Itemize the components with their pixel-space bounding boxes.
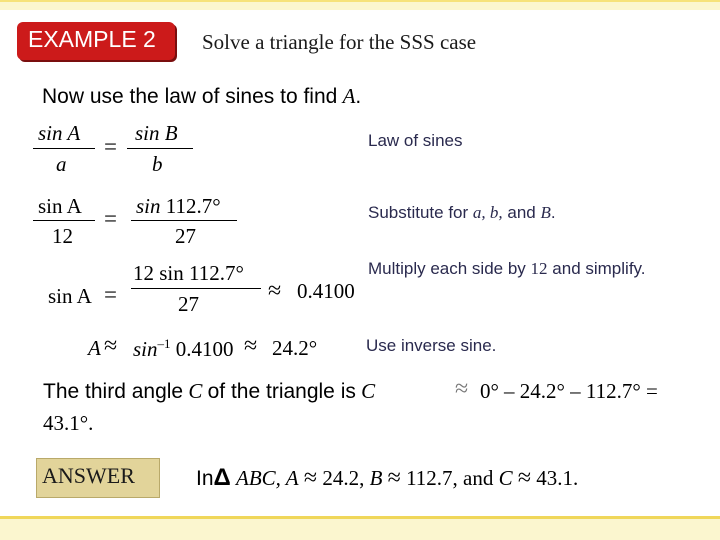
step2-lhs-denominator: 12 bbox=[52, 224, 73, 248]
step3-note-pre: Multiply each side by bbox=[368, 259, 526, 278]
answer-statement bbox=[196, 464, 578, 492]
answer-tri: ABC, A bbox=[236, 466, 299, 490]
step2-note-pre: Substitute for bbox=[368, 203, 469, 222]
step4-var: A bbox=[88, 336, 101, 360]
step3-note-num: 12 bbox=[530, 259, 548, 278]
step3-result: 0.4100 bbox=[297, 279, 355, 303]
third-text2: of the triangle is bbox=[207, 380, 356, 403]
step1-rhs-numerator: sin B bbox=[135, 121, 178, 145]
step3-fraction-bar bbox=[131, 288, 261, 289]
step2-note-vars: a, b, bbox=[472, 203, 503, 222]
answer-val-b: 112.7, and bbox=[406, 466, 494, 490]
third-result: 43.1°. bbox=[43, 411, 94, 435]
step2-note-var2: B bbox=[540, 203, 551, 222]
step2-rhs-fraction-bar bbox=[131, 220, 237, 221]
step1-lhs-numerator: sin A bbox=[38, 121, 81, 145]
triangle-icon: Δ bbox=[213, 464, 231, 491]
third-expression: – 24.2° – 112.7° = bbox=[504, 379, 658, 403]
third-fragment: 0° bbox=[480, 379, 499, 403]
step4-superscript: –1 bbox=[157, 336, 171, 351]
third-angle-line bbox=[43, 379, 375, 404]
step1-rhs-denominator: b bbox=[152, 152, 163, 176]
third-var: C bbox=[188, 379, 203, 403]
step4-sin: sin bbox=[133, 337, 158, 361]
step2-rhs-denominator: 27 bbox=[175, 224, 196, 248]
step2-note-post: . bbox=[550, 203, 556, 222]
step4-approx: ≈ bbox=[104, 333, 118, 359]
step3-numerator: 12 sin 112.7° bbox=[133, 261, 244, 285]
step2-note-mid: and bbox=[507, 203, 536, 222]
answer-approx3: ≈ bbox=[517, 465, 532, 491]
answer-b: B bbox=[369, 466, 383, 490]
step1-lhs-denominator: a bbox=[56, 152, 67, 176]
step4-arg: 0.4100 bbox=[175, 337, 234, 361]
intro-var: A bbox=[342, 84, 356, 108]
step3-equals: = bbox=[104, 282, 117, 307]
step2-note bbox=[368, 203, 556, 223]
intro-period: . bbox=[355, 85, 362, 108]
step4-result: 24.2° bbox=[272, 336, 318, 360]
step3-approx: ≈ bbox=[268, 278, 282, 304]
step4-note: Use inverse sine. bbox=[366, 336, 497, 355]
step3-denominator: 27 bbox=[178, 292, 199, 316]
answer-approx1: ≈ bbox=[303, 465, 318, 491]
step2-equals: = bbox=[104, 206, 117, 231]
step2-angle: 112.7° bbox=[165, 194, 221, 218]
intro-line bbox=[42, 84, 361, 109]
step4-approx2: ≈ bbox=[244, 333, 258, 359]
intro-text: Now use the law of sines to find bbox=[42, 85, 338, 108]
example-label: EXAMPLE 2 bbox=[28, 26, 156, 52]
bottom-band bbox=[0, 516, 720, 540]
answer-c: C bbox=[498, 466, 513, 490]
step4-inverse-sine bbox=[133, 336, 234, 362]
step2-lhs-numerator: sin A bbox=[38, 194, 82, 218]
step1-equals: = bbox=[104, 134, 117, 159]
step1-rhs-fraction-bar bbox=[127, 148, 193, 149]
step1-lhs-fraction-bar bbox=[33, 148, 95, 149]
third-text: The third angle bbox=[43, 380, 184, 403]
answer-val-a: 24.2, bbox=[322, 466, 365, 490]
page-title: Solve a triangle for the SSS case bbox=[202, 30, 477, 54]
step2-sin: sin bbox=[136, 194, 161, 218]
step2-rhs-numerator bbox=[136, 194, 221, 219]
step3-note bbox=[368, 259, 646, 279]
third-approx: ≈ bbox=[455, 376, 469, 402]
answer-prefix: In bbox=[196, 467, 214, 490]
step2-lhs-fraction-bar bbox=[33, 220, 95, 221]
answer-approx2: ≈ bbox=[387, 465, 401, 491]
top-accent-line bbox=[0, 0, 720, 2]
bottom-accent-line bbox=[0, 516, 720, 519]
third-var2: C bbox=[361, 379, 376, 403]
answer-val-c: 43.1. bbox=[536, 466, 579, 490]
step3-note-post: and simplify. bbox=[552, 259, 646, 278]
answer-label: ANSWER bbox=[42, 463, 135, 488]
step3-lhs: sin A bbox=[48, 284, 92, 308]
step1-note: Law of sines bbox=[368, 131, 463, 150]
